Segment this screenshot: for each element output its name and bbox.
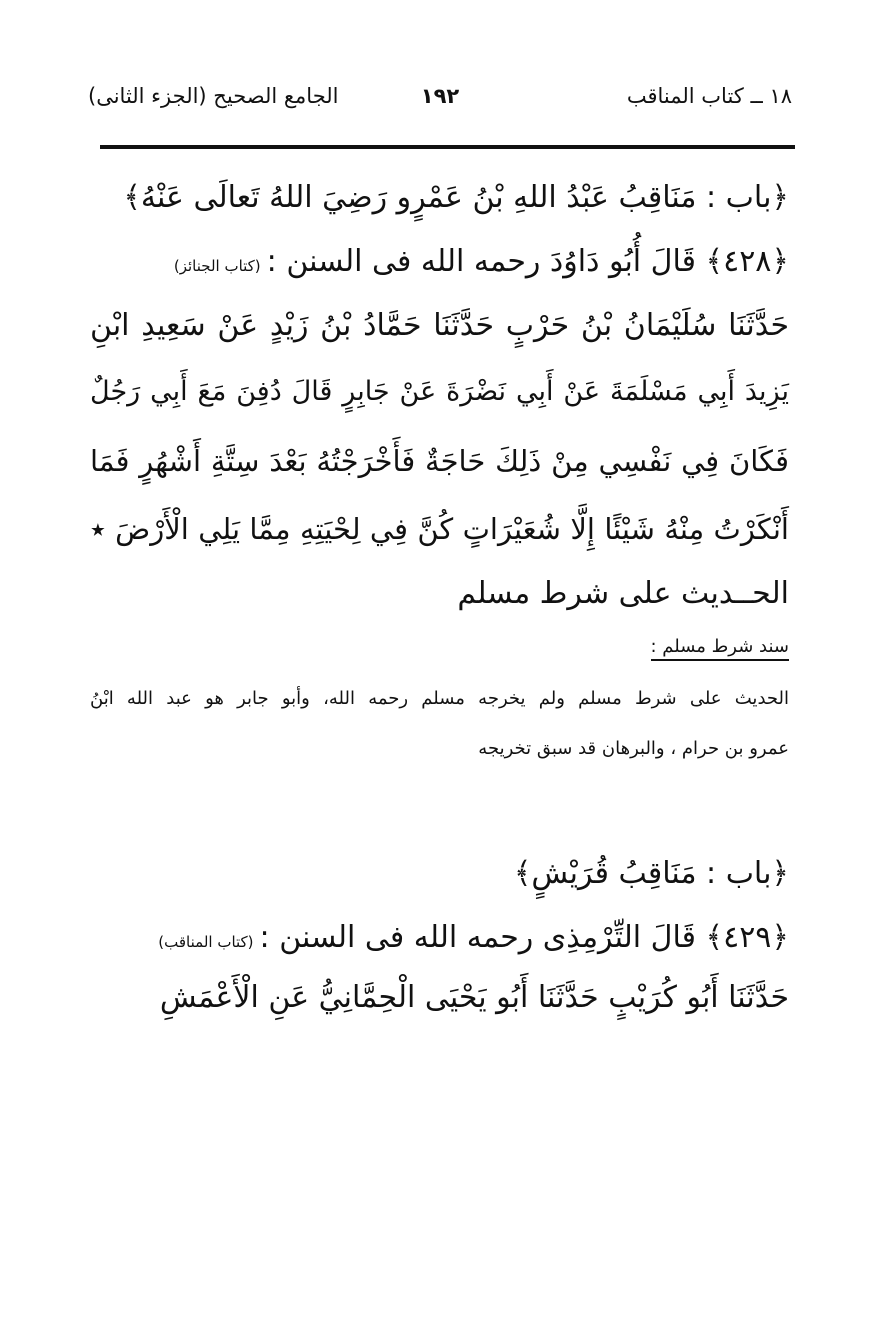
hadith-intro-text: ﴿٤٢٩﴾ قَالَ التِّرْمِذِى رحمه الله فى السنن : xyxy=(259,920,789,955)
chapter-title: ١٨ ــ كتاب المناقب xyxy=(626,84,792,108)
hadith-text-line: حَدَّثَنَا سُلَيْمَانُ بْنُ حَرْبٍ حَدَّثَنَا حَمَّادُ بْنُ زَيْدٍ عَنْ سَعِيدِ ابْنِ xyxy=(90,308,789,343)
sanad-heading xyxy=(90,636,789,661)
hadith-intro xyxy=(90,920,789,955)
hadith-source-ref: (كتاب الجنائز) xyxy=(173,257,261,275)
commentary-line: الحديث على شرط مسلم ولم يخرجه مسلم رحمه الله، وأبو جابر هو عبد الله ابْنُ xyxy=(90,688,789,709)
header-rule xyxy=(100,145,795,149)
hadith-intro xyxy=(90,244,789,279)
commentary-line: عمرو بن حرام ، والبرهان قد سبق تخريجه xyxy=(478,738,789,759)
hadith-intro-text: ﴿٤٢٨﴾ قَالَ أُبُو دَاوُدَ رحمه الله فى السنن : xyxy=(266,244,789,279)
hadith-text-line: فَكَانَ فِي نَفْسِي مِنْ ذَلِكَ حَاجَةٌ فَأَخْرَجْتُهُ بَعْدَ سِتَّةِ أَشْهُرٍ فَمَا xyxy=(90,444,789,478)
section-title: ﴿باب : مَنَاقِبُ عَبْدُ اللهِ بْنُ عَمْرٍو رَضِيَ اللهُ تَعالَى عَنْهُ﴾ xyxy=(123,180,789,215)
hadith-text-line: أَنْكَرْتُ مِنْهُ شَيْئًا إِلَّا شُعَيْرَاتٍ كُنَّ فِي لِحْيَتِهِ مِمَّا يَلِي الْأَرْضَ ٭ xyxy=(90,512,789,546)
hadith-verdict: الحــديث على شرط مسلم xyxy=(457,576,789,611)
sanad-label: سند شرط مسلم : xyxy=(651,636,790,661)
hadith-text-line: يَزِيدَ أَبِي مَسْلَمَةَ عَنْ أَبِي نَضْرَةَ عَنْ جَابِرٍ قَالَ دُفِنَ مَعَ أَبِي رَجُلٌ xyxy=(90,376,789,407)
section-title: ﴿باب : مَنَاقِبُ قُرَيْشٍ﴾ xyxy=(513,856,789,891)
running-header xyxy=(88,84,792,124)
page-number: ١٩٢ xyxy=(420,84,460,108)
book-title: الجامع الصحيح (الجزء الثانى) xyxy=(88,84,339,108)
hadith-source-ref: (كتاب المناقب) xyxy=(158,933,254,951)
hadith-text-line: حَدَّثَنَا أَبُو كُرَيْبٍ حَدَّثَنَا أَبُو يَحْيَى الْحِمَّانِيُّ عَنِ الْأَعْمَشِ xyxy=(159,980,789,1015)
